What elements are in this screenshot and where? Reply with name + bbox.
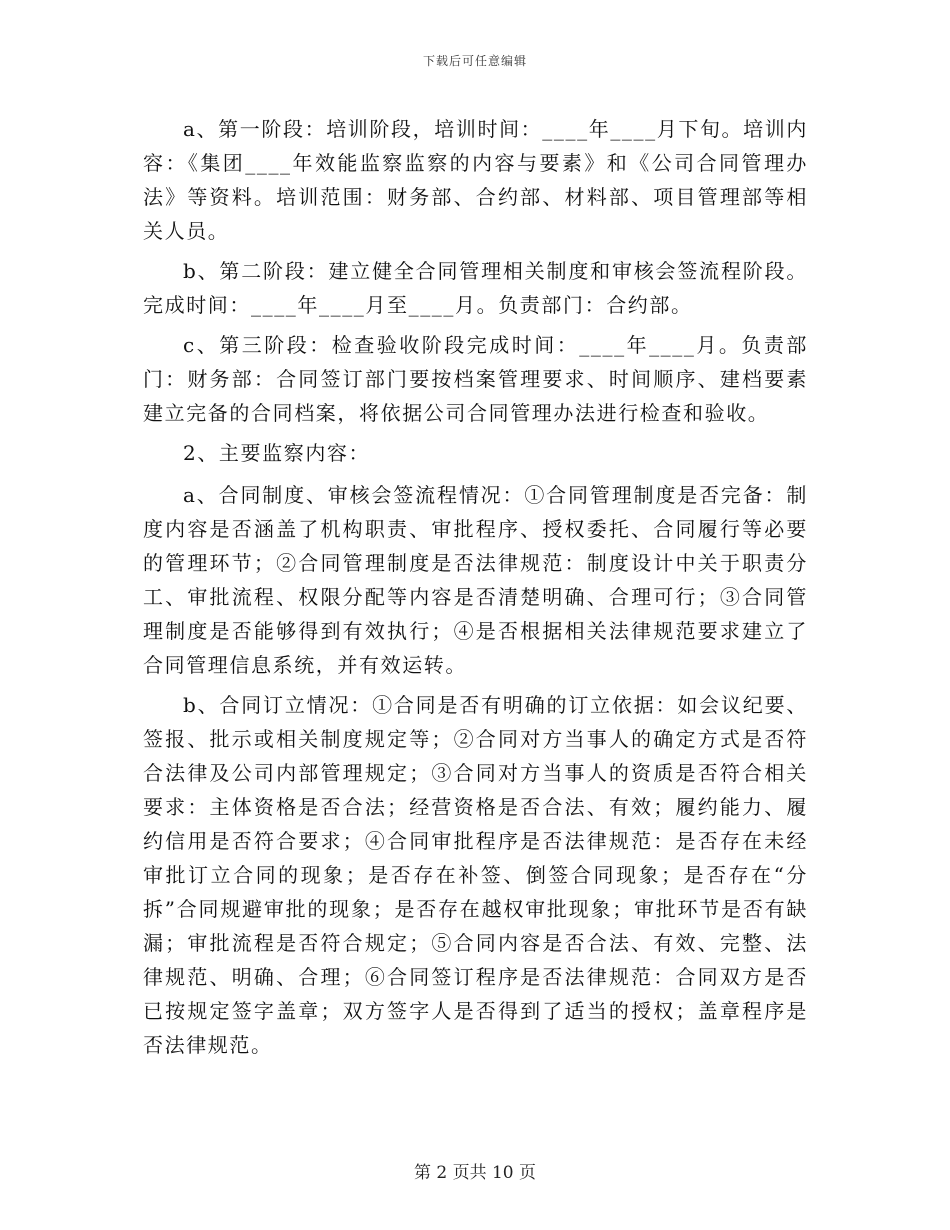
paragraph-phase-three: c、第三阶段：检查验收阶段完成时间：____年____月。负责部门：财务部：合同签订部门要按档案管理要求、时间顺序、建档要素建立完备的合同档案，将依据公司合同管理办法进行检查和验收。 bbox=[143, 333, 808, 425]
section-heading: 2、主要监察内容： bbox=[183, 441, 371, 465]
page-number: 第 2 页共 10 页 bbox=[413, 1163, 537, 1183]
paragraph-contract-system: a、合同制度、审核会签流程情况：①合同管理制度是否完备：制度内容是否涵盖了机构职责、审批程序、授权委托、合同履行等必要的管理环节；②合同管理制度是否法律规范：制度设计中关于职责分工、审批流程、权限分配等内容是否清楚明确、合理可行；③合同管理制度是否能够得到有效执行；④是否根据相关法律规范要求建立了合同管理信息系统，并有效运转。 bbox=[143, 483, 808, 677]
paragraph-phase-two: b、第二阶段：建立健全合同管理相关制度和审核会签流程阶段。完成时间：____年____月至____月。负责部门：合约部。 bbox=[143, 259, 808, 317]
page-header: 下载后可任意编辑 bbox=[422, 54, 527, 68]
paragraph-contract-signing: b、合同订立情况：①合同是否有明确的订立依据：如会议纪要、签报、批示或相关制度规定等；②合同对方当事人的确定方式是否符合法律及公司内部管理规定；③合同对方当事人的资质是否符合相关要求：主体资格是否合法；经营资格是否合法、有效；履约能力、履约信用是否符合要求；④合同审批程序是否法律规范：是否存在未经审批订立合同的现象；是否存在补签、倒签合同现象；是否存在“分拆”合同规避审批的现象；是否存在越权审批现象；审批环节是否有缺漏；审批流程是否符合规定；⑤合同内容是否合法、有效、完整、法律规范、明确、合理；⑥合同签订程序是否法律规范：合同双方是否已按规定签字盖章；双方签字人是否得到了适当的授权；盖章程序是否法律规范。 bbox=[143, 693, 808, 1057]
document-body bbox=[143, 112, 808, 1068]
paragraph-phase-one: a、第一阶段：培训阶段，培训时间：____年____月下旬。培训内容：《集团____年效能监察监察的内容与要素》和《公司合同管理办法》等资料。培训范围：财务部、合约部、材料部、项目管理部等相关人员。 bbox=[143, 117, 808, 243]
